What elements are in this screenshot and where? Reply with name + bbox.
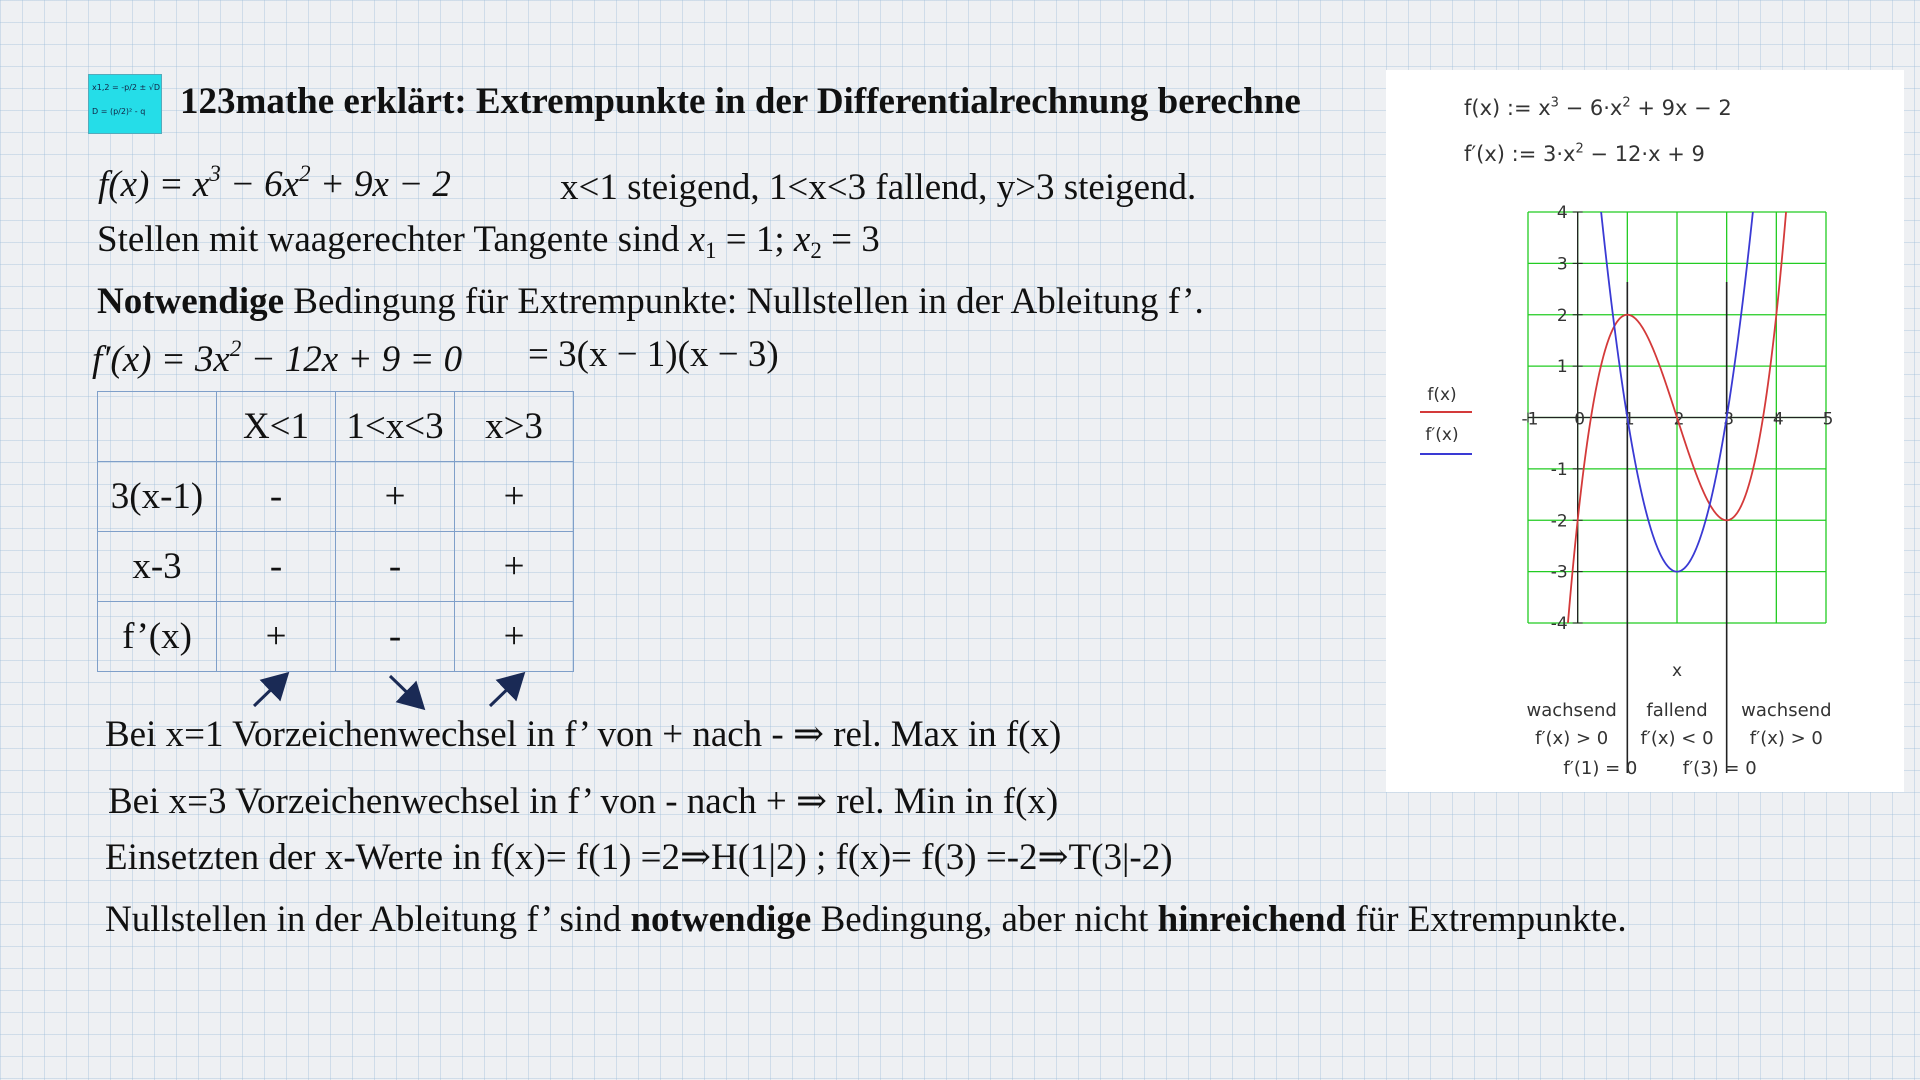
legend-f-label: f(x) bbox=[1427, 385, 1457, 405]
y-tick-label: -4 bbox=[1550, 614, 1568, 634]
table-cell: X<1 bbox=[217, 392, 336, 462]
def-exponent: 2 bbox=[1575, 141, 1584, 157]
monotony-arrows bbox=[240, 666, 540, 714]
necessary-condition bbox=[97, 280, 1204, 323]
table-cell: - bbox=[217, 462, 336, 532]
y-tick-label: 1 bbox=[1556, 357, 1568, 378]
x-variable: x bbox=[688, 219, 706, 260]
def-exponent: 2 bbox=[1622, 95, 1631, 111]
def-part: − 6·x bbox=[1558, 96, 1623, 120]
logo-line: x1,2 = -p/2 ± √D bbox=[92, 83, 161, 92]
interval-label: wachsend bbox=[1741, 700, 1832, 721]
x-tick-label: 5 bbox=[1822, 409, 1834, 430]
tangent-value: = 1; bbox=[716, 219, 794, 260]
sign-table bbox=[97, 391, 574, 672]
arrow-up-icon bbox=[254, 676, 285, 706]
table-row bbox=[98, 462, 574, 532]
table-cell bbox=[98, 392, 217, 462]
y-tick-label: 2 bbox=[1556, 305, 1568, 326]
table-cell: + bbox=[336, 462, 455, 532]
monotony-text: x<1 steigend, 1<x<3 fallend, y>3 steigend. bbox=[560, 167, 1197, 208]
derivative-exponent: 2 bbox=[229, 336, 242, 362]
subscript: 2 bbox=[810, 237, 822, 263]
table-cell: f’(x) bbox=[98, 602, 217, 672]
insert-text: Einsetzten der x-Werte in f(x)= f(1) =2⇒H(1|2) ; f(x)= f(3) =-2⇒T(3|-2) bbox=[105, 837, 1173, 878]
def-exponent: 3 bbox=[1550, 95, 1559, 111]
conclusion-bold: hinreichend bbox=[1157, 899, 1347, 940]
table-cell: + bbox=[217, 602, 336, 672]
arrow-down-icon bbox=[390, 676, 421, 706]
table-cell: + bbox=[455, 532, 574, 602]
x-tick-label: 2 bbox=[1673, 409, 1685, 430]
tangent-value: = 3 bbox=[821, 219, 880, 260]
necessary-rest: Bedingung für Extrempunkte: Nullstellen in der Ableitung f’. bbox=[284, 281, 1204, 322]
table-cell: - bbox=[217, 532, 336, 602]
interval-label: fallend bbox=[1646, 700, 1708, 721]
conclusion-part: Nullstellen in der Ableitung f’ sind bbox=[105, 899, 631, 940]
x-tick-label: 3 bbox=[1723, 409, 1735, 430]
function-plot bbox=[1386, 70, 1904, 792]
func-exponent: 3 bbox=[209, 161, 221, 187]
func-part: f(x) = x bbox=[98, 164, 210, 205]
interval-label: wachsend bbox=[1526, 700, 1617, 721]
min-text: Bei x=3 Vorzeichenwechsel in f’ von - nach + ⇒ rel. Min in f(x) bbox=[108, 781, 1059, 822]
logo bbox=[88, 74, 162, 134]
derivative-factored: = 3(x − 1)(x − 3) bbox=[528, 334, 779, 375]
interval-condition: f′(x) > 0 bbox=[1535, 728, 1609, 749]
x-tick-label: 1 bbox=[1623, 409, 1635, 430]
x-axis-label: x bbox=[1671, 661, 1683, 681]
y-tick-label: 4 bbox=[1556, 203, 1568, 223]
function-definition bbox=[98, 163, 451, 206]
interval-condition: f′(x) > 0 bbox=[1749, 728, 1823, 749]
def-part: − 12·x + 9 bbox=[1583, 142, 1705, 166]
def-part: f′(x) := 3·x bbox=[1464, 142, 1576, 166]
derivative-part: − 12x + 9 = 0 bbox=[241, 339, 463, 380]
y-tick-label: -1 bbox=[1550, 459, 1568, 480]
necessary-bold: Notwendige bbox=[97, 281, 285, 322]
subscript: 1 bbox=[705, 237, 717, 263]
legend-fprime-label: f′(x) bbox=[1425, 425, 1459, 445]
zero-note: f′(1) = 0 bbox=[1563, 758, 1638, 779]
func-part: − 6x bbox=[220, 164, 300, 205]
y-tick-label: 3 bbox=[1556, 254, 1568, 275]
tangent-text bbox=[97, 218, 880, 261]
func-part: + 9x − 2 bbox=[310, 164, 451, 205]
table-cell: 3(x-1) bbox=[98, 462, 217, 532]
table-cell: + bbox=[455, 602, 574, 672]
y-tick-label: -3 bbox=[1550, 562, 1568, 583]
def-part: f(x) := x bbox=[1464, 96, 1551, 120]
def-part: + 9x − 2 bbox=[1630, 96, 1732, 120]
x-tick-label: 4 bbox=[1772, 409, 1784, 430]
zero-note: f′(3) = 0 bbox=[1682, 758, 1757, 779]
logo-line: D = (p/2)² - q bbox=[92, 107, 146, 116]
conclusion-part: Bedingung, aber nicht bbox=[811, 899, 1158, 940]
func-exponent: 2 bbox=[299, 161, 311, 187]
derivative-equation bbox=[92, 338, 462, 381]
conclusion-text bbox=[105, 898, 1627, 941]
table-cell: 1<x<3 bbox=[336, 392, 455, 462]
table-row bbox=[98, 602, 574, 672]
max-text: Bei x=1 Vorzeichenwechsel in f’ von + nach - ⇒ rel. Max in f(x) bbox=[105, 714, 1062, 755]
table-cell: x>3 bbox=[455, 392, 574, 462]
y-tick-label: -2 bbox=[1550, 511, 1568, 532]
conclusion-bold: notwendige bbox=[630, 899, 812, 940]
derivative-part: f′(x) = 3x bbox=[92, 339, 230, 380]
tangent-label: Stellen mit waagerechter Tangente sind bbox=[97, 219, 689, 260]
table-cell: x-3 bbox=[98, 532, 217, 602]
interval-condition: f′(x) < 0 bbox=[1640, 728, 1714, 749]
table-row bbox=[98, 532, 574, 602]
graph-panel bbox=[1386, 70, 1904, 792]
page-title: 123mathe erklärt: Extrempunkte in der Differentialrechnung berechne bbox=[180, 81, 1301, 122]
arrow-up-icon bbox=[490, 676, 521, 706]
x-tick-label: -1 bbox=[1521, 409, 1539, 430]
x-variable: x bbox=[793, 219, 811, 260]
table-row bbox=[98, 392, 574, 462]
table-cell: - bbox=[336, 602, 455, 672]
conclusion-part: für Extrempunkte. bbox=[1346, 899, 1627, 940]
table-cell: - bbox=[336, 532, 455, 602]
table-cell: + bbox=[455, 462, 574, 532]
x-tick-label: 0 bbox=[1574, 409, 1586, 430]
